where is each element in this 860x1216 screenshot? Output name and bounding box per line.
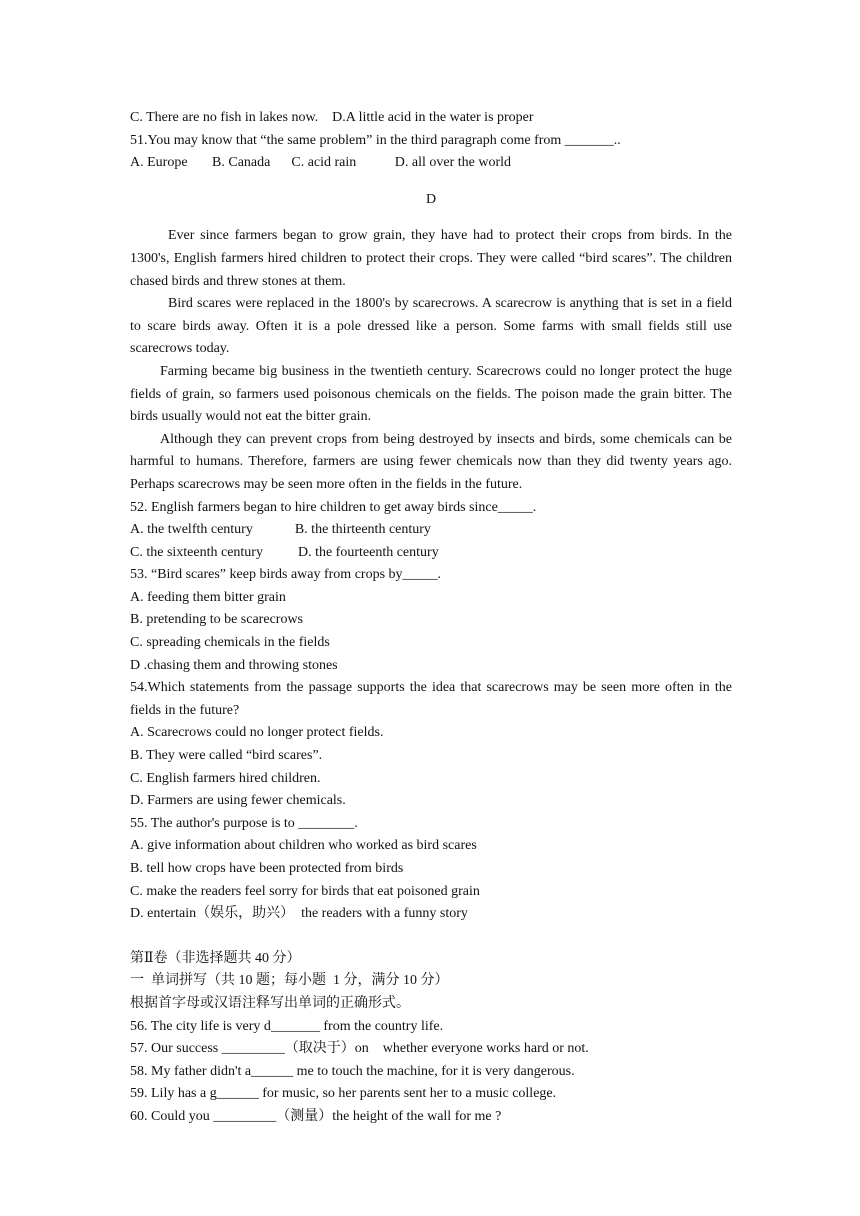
option-53-c: C. spreading chemicals in the fields — [130, 635, 330, 651]
option-line-50cd: C. There are no fish in lakes now. D.A little acid in the water is proper — [130, 110, 534, 125]
question-54: 54.Which statements from the passage supports the idea that scarecrows may be seen more often in the fields in the future? — [130, 680, 732, 718]
options-52-cd: C. the sixteenth century D. the fourteenth century — [130, 544, 439, 560]
option-54-a: A. Scarecrows could no longer protect fields. — [130, 725, 384, 741]
spelling-item-57: 57. Our success _________（取决于）on whether everyone works hard or not. — [130, 1041, 589, 1057]
options-52-ab: A. the twelfth century B. the thirteenth century — [130, 522, 431, 538]
question-53: 53. “Bird scares” keep birds away from crops by_____. — [130, 567, 442, 583]
spelling-item-60: 60. Could you _________（测量）the height of the wall for me ? — [130, 1108, 502, 1124]
section-title-d: D — [425, 191, 437, 207]
spelling-item-58: 58. My father didn't a______ me to touch the machine, for it is very dangerous. — [130, 1063, 575, 1079]
passage-paragraph-2: Bird scares were replaced in the 1800's by scarecrows. A scarecrow is anything that is set in a field to scare birds away. Often it is a pole dressed like a person. Some farms with small fields still use scarecrows today. — [130, 296, 732, 357]
section-gap — [130, 926, 732, 948]
passage-paragraph-4: Although they can prevent crops from being destroyed by insects and birds, some chemicals can be harmful to humans. Therefore, farmers are using fewer chemicals now than they did twenty years ago. Perhaps scarecrows may be seen more often in the fields in the future. — [130, 431, 732, 492]
option-55-d: D. entertain（娱乐，助兴） the readers with a funny story — [130, 906, 468, 922]
option-55-a: A. give information about children who worked as bird scares — [130, 838, 477, 854]
passage-paragraph-3: Farming became big business in the twentieth century. Scarecrows could no longer protect the huge fields of grain, so farmers used poisonous chemicals on the fields. The poison made the grain bitter. The birds usually would not eat the bitter grain. — [130, 363, 732, 425]
question-51: 51.You may know that “the same problem” in the third paragraph come from _______.. — [130, 132, 621, 148]
spelling-item-59: 59. Lily has a g______ for music, so her parents sent her to a music college. — [130, 1086, 557, 1102]
part-2-heading: 第Ⅱ卷（非选择题共 40 分） — [130, 950, 301, 966]
option-53-d: D .chasing them and throwing stones — [130, 657, 338, 673]
option-53-b: B. pretending to be scarecrows — [130, 612, 303, 628]
passage-paragraph-1: Ever since farmers began to grow grain, they have had to protect their crops from birds. In the 1300's, English farmers hired children to protect their crops. They were called “bird scares”. The children chased birds and threw stones at them. — [130, 228, 732, 289]
exam-page — [130, 107, 732, 1129]
option-54-b: B. They were called “bird scares”. — [130, 748, 323, 764]
part-2-instruction: 根据首字母或汉语注释写出单词的正确形式。 — [130, 995, 410, 1011]
question-55: 55. The author's purpose is to ________. — [130, 815, 358, 831]
option-55-b: B. tell how crops have been protected from birds — [130, 861, 404, 876]
option-53-a: A. feeding them bitter grain — [130, 589, 286, 605]
spelling-item-56: 56. The city life is very d_______ from the country life. — [130, 1018, 444, 1034]
option-54-c: C. English farmers hired children. — [130, 770, 321, 786]
options-51: A. Europe B. Canada C. acid rain D. all over the world — [130, 155, 512, 171]
option-55-c: C. make the readers feel sorry for birds that eat poisoned grain — [130, 883, 480, 899]
option-54-d: D. Farmers are using fewer chemicals. — [130, 793, 346, 809]
part-2-subheading: 一 单词拼写（共 10 题；每小题 1 分，满分 10 分） — [130, 973, 449, 989]
question-52: 52. English farmers began to hire children to get away birds since_____. — [130, 499, 537, 515]
